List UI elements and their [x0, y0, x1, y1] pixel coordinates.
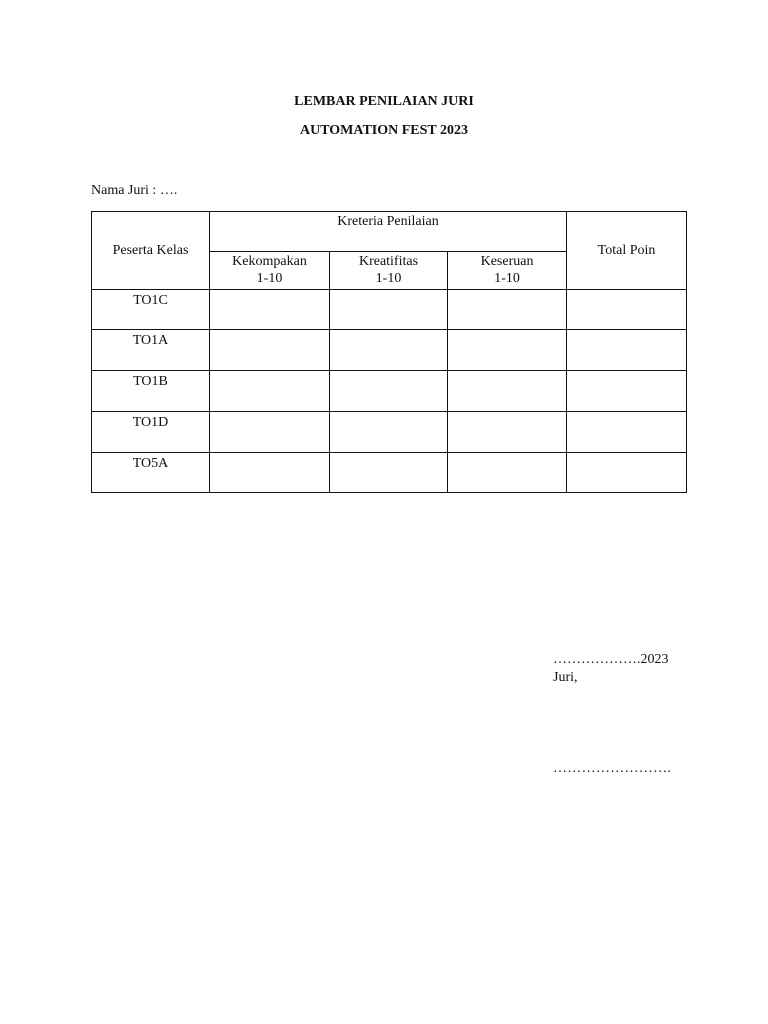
score-cell-total[interactable]	[567, 290, 687, 330]
criteria-name: Keseruan	[480, 254, 534, 269]
signature-role: Juri,	[553, 670, 578, 685]
score-cell-total[interactable]	[567, 330, 687, 371]
score-cell-total[interactable]	[567, 371, 687, 412]
header-peserta-kelas: Peserta Kelas	[92, 212, 210, 290]
header-total-poin: Total Poin	[567, 212, 687, 290]
score-cell-keseruan[interactable]	[448, 412, 567, 453]
criteria-range: 1-10	[494, 271, 520, 286]
score-cell-kreatifitas[interactable]	[330, 290, 448, 330]
header-keseruan	[448, 252, 567, 290]
score-cell-total[interactable]	[567, 412, 687, 453]
score-cell-kreatifitas[interactable]	[330, 453, 448, 493]
table-row	[92, 453, 687, 493]
row-label: TO5A	[92, 453, 210, 493]
header-kriteria-penilaian: Kreteria Penilaian	[210, 212, 567, 252]
criteria-range: 1-10	[256, 271, 283, 286]
table-row	[92, 412, 687, 453]
row-label: TO1C	[92, 290, 210, 330]
criteria-range: 1-10	[375, 271, 402, 286]
table-header-row	[92, 212, 687, 252]
signature-date: ……………….2023	[553, 652, 669, 667]
score-cell-kekompakan[interactable]	[210, 290, 330, 330]
row-label: TO1D	[92, 412, 210, 453]
criteria-name: Kekompakan	[232, 254, 307, 269]
row-label: TO1B	[92, 371, 210, 412]
score-cell-total[interactable]	[567, 453, 687, 493]
score-cell-keseruan[interactable]	[448, 290, 567, 330]
score-table	[91, 211, 687, 493]
criteria-name: Kreatifitas	[358, 254, 419, 269]
score-cell-kreatifitas[interactable]	[330, 330, 448, 371]
score-cell-kreatifitas[interactable]	[330, 371, 448, 412]
score-cell-kekompakan[interactable]	[210, 412, 330, 453]
score-cell-kreatifitas[interactable]	[330, 412, 448, 453]
header-kekompakan	[210, 252, 330, 290]
table-row	[92, 290, 687, 330]
score-cell-kekompakan[interactable]	[210, 371, 330, 412]
table-row	[92, 330, 687, 371]
row-label: TO1A	[92, 330, 210, 371]
score-cell-kekompakan[interactable]	[210, 453, 330, 493]
signature-line: …………………….	[553, 761, 672, 776]
table-row	[92, 371, 687, 412]
document-subtitle: AUTOMATION FEST 2023	[299, 123, 469, 138]
score-cell-keseruan[interactable]	[448, 371, 567, 412]
header-kreatifitas	[330, 252, 448, 290]
document-title: LEMBAR PENILAIAN JURI	[294, 94, 474, 109]
score-cell-keseruan[interactable]	[448, 453, 567, 493]
juri-name-label: Nama Juri : ….	[91, 183, 178, 198]
score-cell-kekompakan[interactable]	[210, 330, 330, 371]
score-cell-keseruan[interactable]	[448, 330, 567, 371]
